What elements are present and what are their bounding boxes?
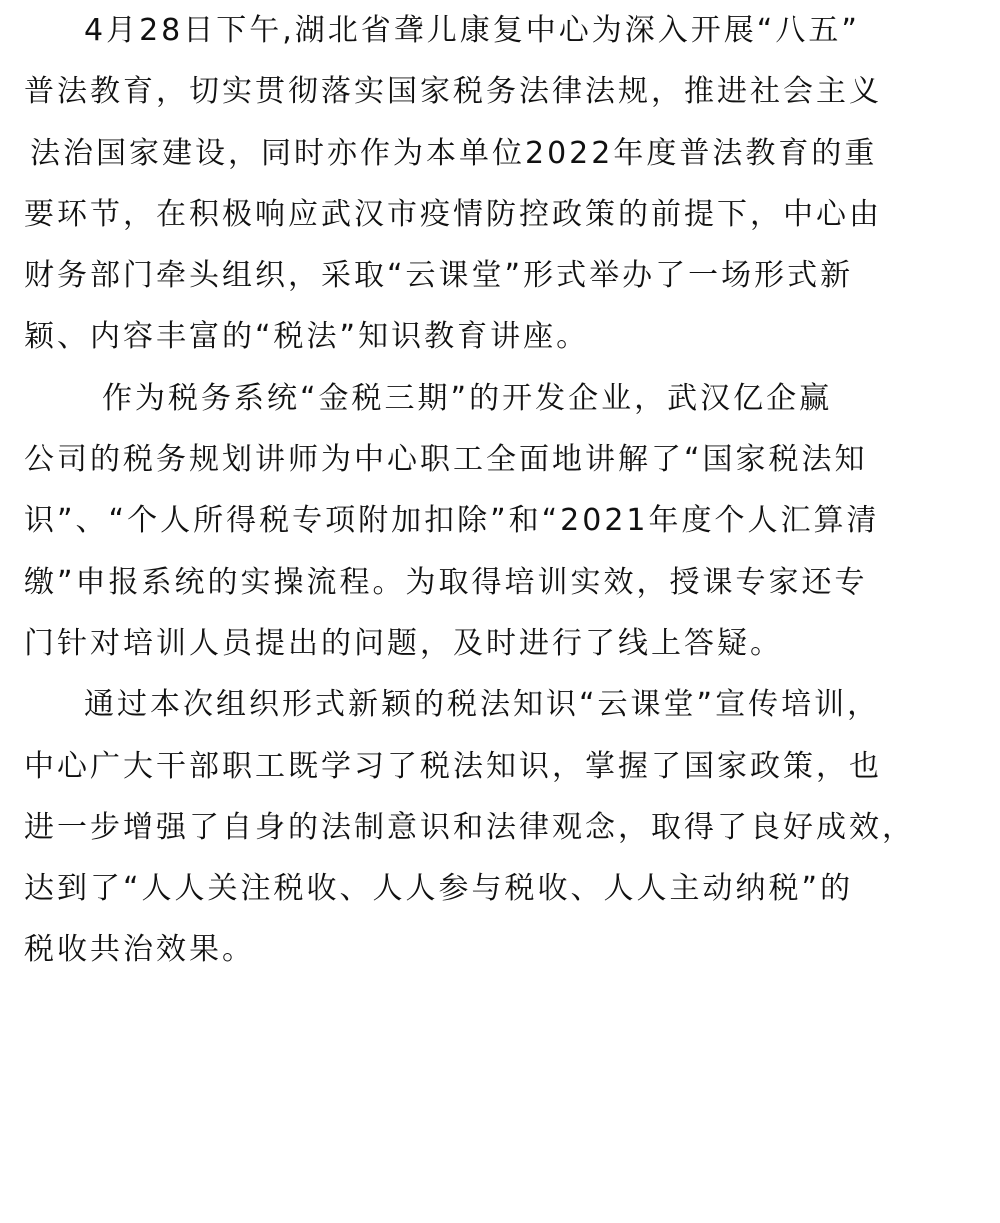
text-line: 税收共治效果。 <box>24 932 255 968</box>
paragraph-2 <box>24 368 884 674</box>
text-line: 作为税务系统“金税三期”的开发企业，武汉亿企赢 <box>102 380 833 416</box>
paragraph-1 <box>24 0 884 368</box>
text-line: 普法教育，切实贯彻落实国家税务法律法规，推进社会主义 <box>24 74 882 110</box>
text-line: 达到了“人人关注税收、人人参与税收、人人主动纳税”的 <box>24 871 854 907</box>
document-body <box>24 0 915 981</box>
text-line: 中心广大干部职工既学习了税法知识，掌握了国家政策，也 <box>24 748 882 784</box>
text-line: 颖、内容丰富的“税法”知识教育讲座。 <box>24 319 590 355</box>
text-line: 要环节，在积极响应武汉市疫情防控政策的前提下，中心由 <box>24 196 882 232</box>
text-line: 缴”申报系统的实操流程。为取得培训实效，授课专家还专 <box>24 564 868 600</box>
text-line: 门针对培训人员提出的问题，及时进行了线上答疑。 <box>24 625 783 661</box>
text-line: 公司的税务规划讲师为中心职工全面地讲解了“国家税法知 <box>24 442 868 478</box>
text-line: 通过本次组织形式新颖的税法知识“云课堂”宣传培训， <box>84 687 881 723</box>
text-line: 财务部门牵头组织，采取“云课堂”形式举办了一场形式新 <box>24 258 854 294</box>
text-line: 识”、“个人所得税专项附加扣除”和“2021年度个人汇算清 <box>24 503 880 539</box>
text-line: 进一步增强了自身的法制意识和法律观念，取得了良好成效， <box>24 809 915 845</box>
text-line: 法治国家建设，同时亦作为本单位2022年度普法教育的重 <box>30 135 878 171</box>
text-line: 4月28日下午,湖北省聋儿康复中心为深入开展“八五” <box>84 13 860 48</box>
paragraph-3 <box>24 674 915 980</box>
